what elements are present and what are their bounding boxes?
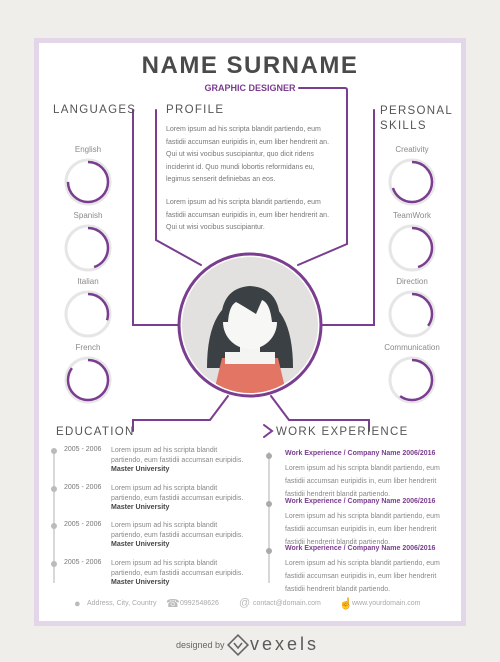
pointer-icon: ☝ [339, 598, 353, 610]
profile-heading: PROFILE [166, 104, 225, 116]
work-description: Lorem ipsum ad his scripta blandit partiendo, eum fastidii accumsan euripidis in, eum liber hendrerit fastidii hendrerit blandit partiendo. [285, 560, 440, 593]
language-3-label: French [75, 343, 101, 352]
brand-name[interactable]: vexels [250, 634, 320, 654]
work-description: Lorem ipsum ad his scripta blandit partiendo, eum fastidii accumsan euripidis in, eum liber hendrerit fastidii hendrerit blandit partiendo. [285, 513, 440, 546]
skill-0-label: Creativity [395, 145, 429, 154]
contact-phone[interactable]: 0992548626 [180, 600, 219, 607]
work-title: Work Experience / Company Name 2006/2016 [285, 545, 436, 552]
education-description: Lorem ipsum ad his scripta blandit partiendo, eum fastidii accumsan euripidis. [111, 560, 244, 577]
education-description: Lorem ipsum ad his scripta blandit partiendo, eum fastidii accumsan euripidis. [111, 485, 244, 502]
location-pin-icon: ● [74, 598, 81, 610]
profile-text-2: Lorem ipsum ad his scripta blandit partiendo, eum fastidii accumsan euripidis in, eum liber hendrerit an. Qui ut wisi vocibus suscipiantur. [166, 199, 330, 231]
education-description: Lorem ipsum ad his scripta blandit partiendo, eum fastidii accumsan euripidis. [111, 447, 244, 464]
skill-2-label: Direction [396, 277, 428, 286]
contact-email[interactable]: contact@domain.com [253, 600, 321, 607]
languages-heading: LANGUAGES [53, 104, 137, 116]
credit-text: designed by [176, 640, 225, 650]
email-icon: @ [239, 597, 251, 609]
education-school: Master University [111, 466, 170, 473]
education-dates: 2005 - 2006 [64, 521, 102, 528]
education-school: Master University [111, 579, 170, 586]
education-description: Lorem ipsum ad his scripta blandit partiendo, eum fastidii accumsan euripidis. [111, 522, 244, 539]
language-2-label: Italian [77, 277, 99, 286]
profile-text-1: Lorem ipsum ad his scripta blandit partiendo, eum fastidii accumsan euripidis in, eum liber hendrerit an. Qui ut wisi vocibus suscipiantur, quo dicit ridens inciderint id. Quo mundi lobortis reformidans eu, legimus senserit definiebas an eos. [166, 126, 330, 183]
language-0-label: English [74, 145, 102, 154]
contact-address: Address, City, Country [87, 600, 157, 607]
work-heading: WORK EXPERIENCE [276, 426, 409, 438]
education-school: Master University [111, 504, 170, 511]
skill-3-label: Communication [384, 343, 440, 352]
skill-1-label: TeamWork [392, 211, 432, 220]
phone-icon: ☎ [166, 598, 180, 610]
education-dates: 2005 - 2006 [64, 484, 102, 491]
language-1-label: Spanish [73, 211, 103, 220]
skills-heading: PERSONAL SKILLS [380, 105, 453, 132]
education-dates: 2005 - 2006 [64, 446, 102, 453]
resume-role: GRAPHIC DESIGNER [204, 83, 296, 93]
work-title: Work Experience / Company Name 2006/2016 [285, 498, 436, 505]
work-description: Lorem ipsum ad his scripta blandit partiendo, eum fastidii accumsan euripidis in, eum liber hendrerit fastidii hendrerit blandit partiendo. [285, 465, 440, 498]
education-heading: EDUCATION [56, 426, 135, 438]
resume-name: NAME SURNAME [141, 52, 359, 79]
education-dates: 2005 - 2006 [64, 559, 102, 566]
education-school: Master University [111, 541, 170, 548]
contact-web[interactable]: www.yourdomain.com [352, 600, 421, 607]
work-title: Work Experience / Company Name 2006/2016 [285, 450, 436, 457]
